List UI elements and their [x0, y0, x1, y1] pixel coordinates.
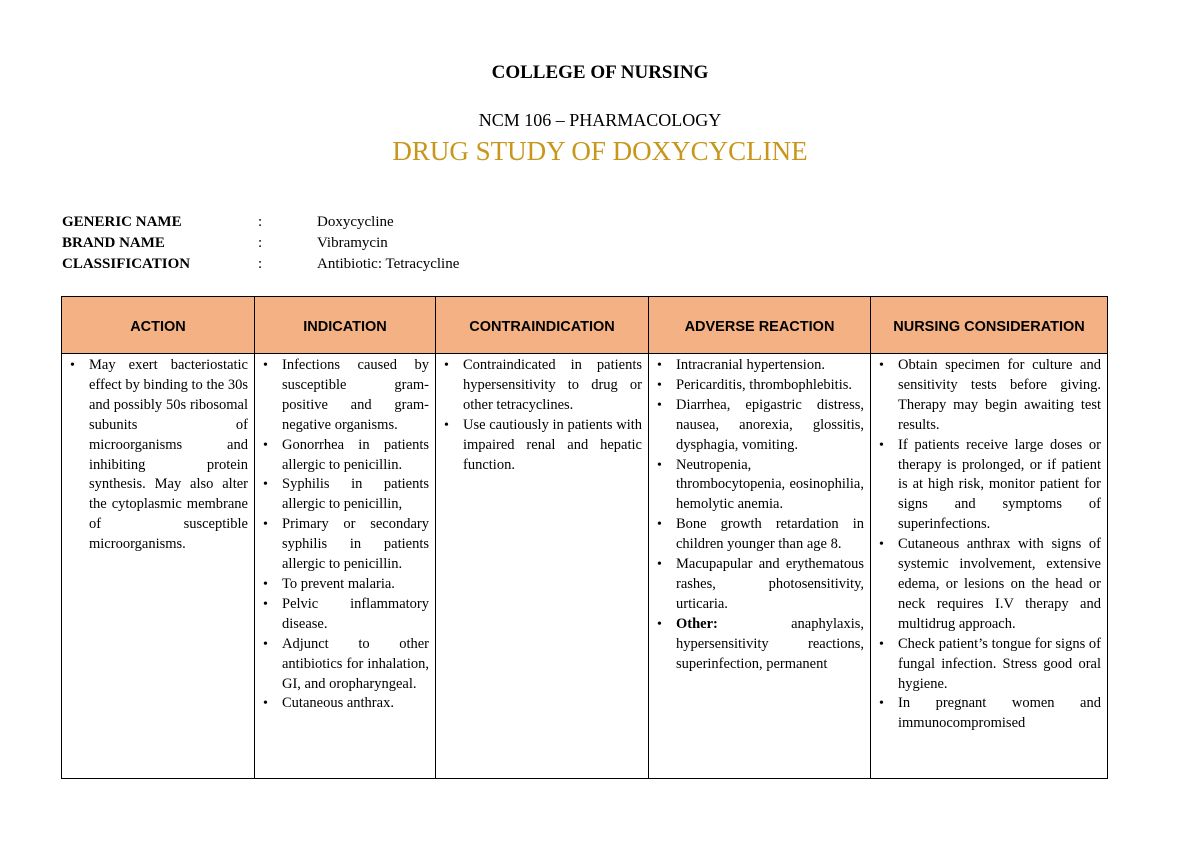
header-nursing-consideration: NURSING CONSIDERATION — [871, 297, 1108, 354]
college-name: COLLEGE OF NURSING — [491, 62, 709, 83]
generic-name-value: Doxycycline — [317, 214, 394, 230]
header-action: ACTION — [62, 297, 255, 354]
classification-label: CLASSIFICATION — [62, 256, 191, 272]
list-item: • Pericarditis, thrombophlebitis. — [655, 376, 864, 396]
list-item: • Infections caused by susceptible gram-positive and gram-negative organisms. — [261, 356, 429, 436]
table-row — [62, 354, 1108, 779]
header-indication: INDICATION — [255, 297, 436, 354]
generic-name-row — [62, 212, 459, 233]
header-contraindication: CONTRAINDICATION — [436, 297, 649, 354]
list-item: • If patients receive large doses or therapy is prolonged, or if patient is at high risk, monitor patient for signs and symptoms of superinfections. — [877, 436, 1101, 536]
indication-cell — [255, 354, 436, 779]
list-item: • May exert bacteriostatic effect by binding to the 30s and possibly 50s ribosomal subunits of microorganisms and inhibiting protein synthesis. May also alter the cytoplasmic membrane of susceptible microorganisms. — [68, 356, 248, 555]
list-item: • Syphilis in patients allergic to penicillin, — [261, 475, 429, 515]
list-item: • Neutropenia, thrombocytopenia, eosinophilia, hemolytic anemia. — [655, 456, 864, 516]
document-title: DRUG STUDY OF DOXYCYCLINE — [392, 136, 808, 166]
list-item: • To prevent malaria. — [261, 575, 429, 595]
list-item: • In pregnant women and immunocompromised — [877, 694, 1101, 734]
list-item: • Adjunct to other antibiotics for inhalation, GI, and oropharyngeal. — [261, 635, 429, 695]
drug-info — [62, 212, 459, 275]
action-cell — [62, 354, 255, 779]
nursing-consideration-cell — [871, 354, 1108, 779]
brand-name-row — [62, 233, 459, 254]
list-item: • Cutaneous anthrax. — [261, 694, 429, 714]
list-item: • Gonorrhea in patients allergic to penicillin. — [261, 436, 429, 476]
list-item: • Pelvic inflammatory disease. — [261, 595, 429, 635]
other-text: anaphylaxis, hypersensitivity reactions, superinfection, permanent — [676, 615, 864, 672]
list-item: • Obtain specimen for culture and sensitivity tests before giving. Therapy may begin awaiting test results. — [877, 356, 1101, 436]
drug-study-table — [61, 296, 1108, 779]
adverse-reaction-cell — [649, 354, 871, 779]
classification-value: Antibiotic: Tetracycline — [317, 256, 460, 272]
classification-row — [62, 254, 459, 275]
list-item: • Cutaneous anthrax with signs of systemic involvement, extensive edema, or lesions on the head or neck requires I.V therapy and multidrug approach. — [877, 535, 1101, 635]
header-adverse-reaction: ADVERSE REACTION — [649, 297, 871, 354]
contraindication-cell — [436, 354, 649, 779]
separator: : — [258, 235, 263, 251]
generic-name-label: GENERIC NAME — [62, 214, 182, 230]
list-item: • Bone growth retardation in children younger than age 8. — [655, 515, 864, 555]
list-item: • Use cautiously in patients with impaired renal and hepatic function. — [442, 416, 642, 476]
list-item: • Primary or secondary syphilis in patients allergic to penicillin. — [261, 515, 429, 575]
separator: : — [258, 256, 263, 272]
separator: : — [258, 214, 263, 230]
brand-name-label: BRAND NAME — [62, 235, 165, 251]
table-header-row — [62, 297, 1108, 354]
list-item: • Macupapular and erythematous rashes, photosensitivity, urticaria. — [655, 555, 864, 615]
other-label: Other: — [676, 615, 718, 632]
course-title: NCM 106 – PHARMACOLOGY — [478, 110, 722, 130]
brand-name-value: Vibramycin — [317, 235, 388, 251]
list-item — [655, 615, 864, 675]
list-item: • Check patient’s tongue for signs of fungal infection. Stress good oral hygiene. — [877, 635, 1101, 695]
list-item: • Intracranial hypertension. — [655, 356, 864, 376]
list-item: • Contraindicated in patients hypersensitivity to drug or other tetracyclines. — [442, 356, 642, 416]
list-item: • Diarrhea, epigastric distress, nausea, anorexia, glossitis, dysphagia, vomiting. — [655, 396, 864, 456]
